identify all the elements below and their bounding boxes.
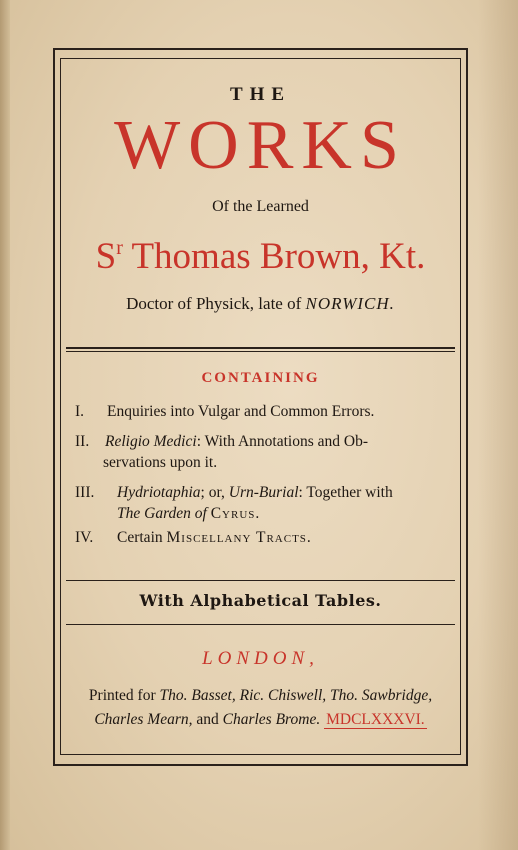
author-name-text: Thomas Brown, Kt.	[122, 236, 426, 277]
printers-and: and	[192, 711, 223, 728]
item-number: I.	[75, 403, 85, 420]
heading-the: THE	[229, 84, 292, 105]
item-continuation: servations upon it.	[103, 454, 218, 471]
item-number: III.	[75, 484, 95, 501]
item-italic: Hydriotaphia	[117, 484, 201, 501]
item-text: : With Annotations and Ob-	[196, 433, 368, 450]
contents-item-2	[75, 431, 455, 473]
imprint-city: LONDON,	[202, 648, 319, 669]
printers-line-2: Charles Mearn,	[94, 711, 193, 728]
doctor-text: Doctor of Physick, late of	[126, 294, 306, 313]
heading-works: WORKS	[114, 107, 407, 184]
rule-upper-thick	[66, 347, 455, 349]
rule-middle-bottom	[66, 624, 455, 625]
page-gutter	[0, 0, 10, 850]
item-smallcaps: Miscellany Tracts.	[166, 529, 312, 546]
rule-middle-top	[66, 580, 455, 581]
tables-line: With Alphabetical Tables.	[139, 591, 382, 610]
paper-edge-shading	[478, 0, 518, 850]
author-name	[60, 226, 461, 279]
contents-item-1	[75, 401, 455, 422]
containing-heading: CONTAINING	[201, 370, 320, 386]
item-text-2: : Together with	[298, 484, 393, 501]
author-prefix: S	[95, 236, 117, 277]
rule-upper-thin	[66, 351, 455, 352]
item-continuation-italic: The Garden of	[117, 505, 211, 522]
contents-item-3	[75, 482, 455, 524]
item-text: ; or,	[200, 484, 229, 501]
author-superscript: r	[116, 237, 123, 259]
contents-item-4	[75, 527, 455, 548]
printers-line-2-last: Charles Brome.	[222, 711, 321, 728]
item-number: IV.	[75, 529, 94, 546]
printed-for: Printed for	[88, 687, 160, 704]
item-text: Certain	[117, 529, 167, 546]
item-continuation-smallcaps: Cyrus.	[210, 505, 261, 522]
item-italic-2: Urn-Burial	[228, 484, 299, 501]
imprint-date: MDCLXXXVI.	[326, 711, 425, 728]
item-number: II.	[75, 433, 90, 450]
of-the-learned: Of the Learned	[212, 198, 309, 215]
doctor-city: NORWICH.	[305, 294, 395, 313]
imprint	[60, 684, 461, 732]
printers-line-1: Tho. Basset, Ric. Chiswell, Tho. Sawbridge,	[159, 687, 433, 704]
author-description	[60, 294, 461, 314]
item-text: Enquiries into Vulgar and Common Errors.	[107, 403, 375, 420]
item-italic: Religio Medici	[105, 433, 197, 450]
